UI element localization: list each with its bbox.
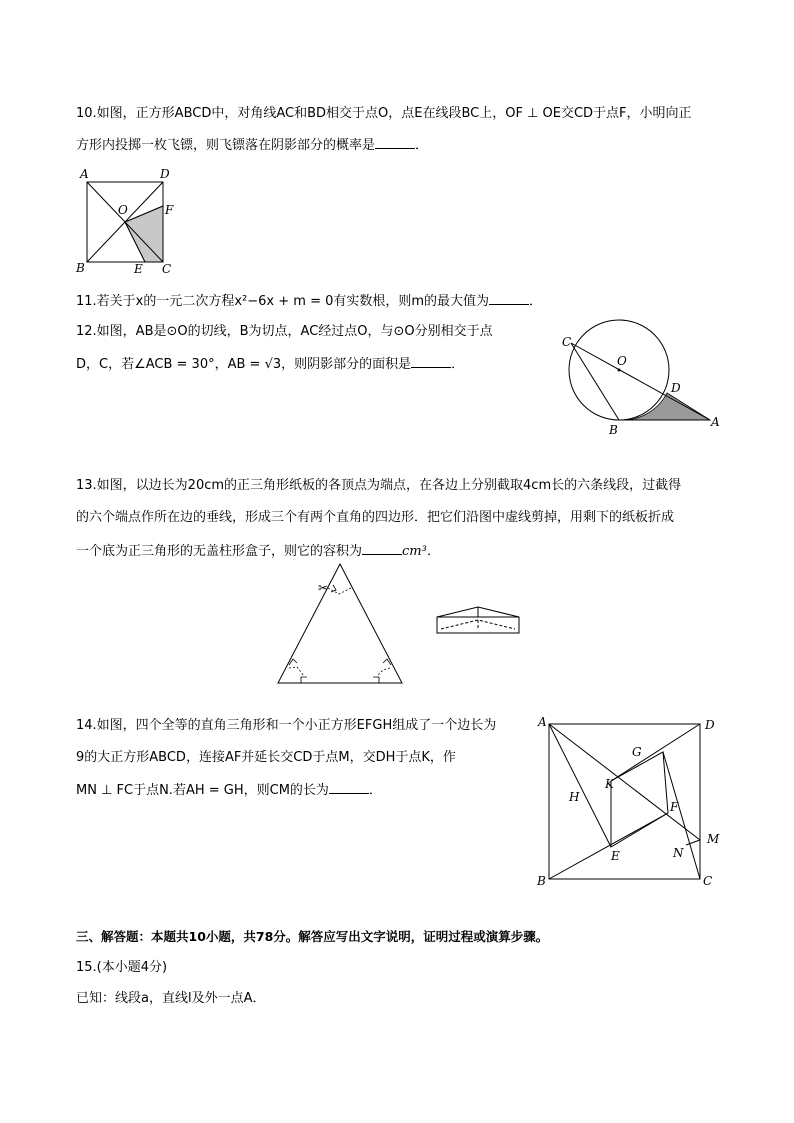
- q14-label-k: K: [605, 777, 614, 791]
- section3-heading: 三、解答题：本题共10小题，共78分。解答应写出文字说明，证明过程或演算步骤。: [76, 929, 549, 944]
- q14-label-g: G: [632, 745, 642, 759]
- q10-label-c: C: [162, 262, 172, 276]
- q12-line2-text: D，C，若∠ACB = 30°，AB = √3，则阴影部分的面积是: [76, 357, 412, 372]
- q13-unit: cm³．: [402, 544, 440, 559]
- q10-line2-end: ．: [415, 138, 429, 153]
- q14-line-mn: [686, 840, 700, 845]
- q13-line3-text: 一个底为正三角形的无盖柱形盒子，则它的容积为: [76, 544, 363, 559]
- q12-line2-end: ．: [451, 357, 465, 372]
- q14-label-h: H: [569, 790, 580, 804]
- q12-label-c: C: [562, 335, 572, 349]
- q15-text: 已知：线段a，直线l及外一点A．: [76, 991, 266, 1006]
- q14-line-am: [549, 724, 700, 840]
- q10-label-d: D: [160, 167, 170, 181]
- q10-line2-text: 方形内投掷一枚飞镖，则飞镖落在阴影部分的概率是: [76, 138, 376, 153]
- q14-line-ae: [549, 724, 611, 847]
- q10-label-o: O: [118, 203, 128, 217]
- q11-end: ．: [529, 294, 543, 309]
- q11-text: 11.若关于x的一元二次方程x²−6x + m = 0有实数根，则m的最大值为: [76, 294, 490, 309]
- q14-label-d: D: [705, 718, 715, 732]
- q14-label-f: F: [670, 800, 679, 814]
- q12-label-d: D: [671, 381, 681, 395]
- scissors-icon: ✂: [318, 581, 329, 595]
- q14-line-dh: [611, 724, 700, 781]
- q14-line1: 14.如图，四个全等的直角三角形和一个小正方形EFGH组成了一个边长为: [76, 718, 497, 733]
- q14-line2: 9的大正方形ABCD，连接AF并延长交CD于点M，交DH于点K，作: [76, 750, 456, 765]
- q12-line1: 12.如图，AB是⊙O的切线，B为切点，AC经过点O，与⊙O分别相交于点: [76, 324, 493, 339]
- q15-title: 15.(本小题4分): [76, 960, 168, 975]
- q10-line1: 10.如图，正方形ABCD中，对角线AC和BD相交于点O，点E在线段BC上，OF ⊥ OE交CD于点F，小明向正: [76, 106, 692, 121]
- q14-label-n: N: [673, 846, 684, 860]
- q10-label-a: A: [80, 167, 89, 181]
- q14-label-c: C: [703, 874, 713, 888]
- q12-label-a: A: [711, 415, 720, 429]
- q10-label-f: F: [165, 203, 174, 217]
- q14-label-b: B: [537, 874, 546, 888]
- q14-small-square: [611, 752, 668, 847]
- q13-line1: 13.如图，以边长为20cm的正三角形纸板的各顶点为端点，在各边上分别截取4cm长的六条线段，过截得: [76, 478, 682, 493]
- q13-line2: 的六个端点作所在边的垂线，形成三个有两个直角的四边形．把它们沿图中虚线剪掉，用剩下的纸板折成: [76, 510, 675, 525]
- q14-label-a: A: [538, 715, 547, 729]
- q10-label-e: E: [134, 262, 143, 276]
- q14-label-m: M: [707, 832, 720, 846]
- q14-label-e: E: [611, 849, 620, 863]
- q10-label-b: B: [76, 261, 85, 275]
- q14-line-bf: [549, 813, 668, 879]
- q14-line3-end: ．: [368, 783, 382, 798]
- q12-label-b: B: [609, 423, 618, 437]
- q14-line3-text: MN ⊥ FC于点N.若AH = GH，则CM的长为: [76, 783, 329, 798]
- q12-label-o: O: [617, 354, 627, 368]
